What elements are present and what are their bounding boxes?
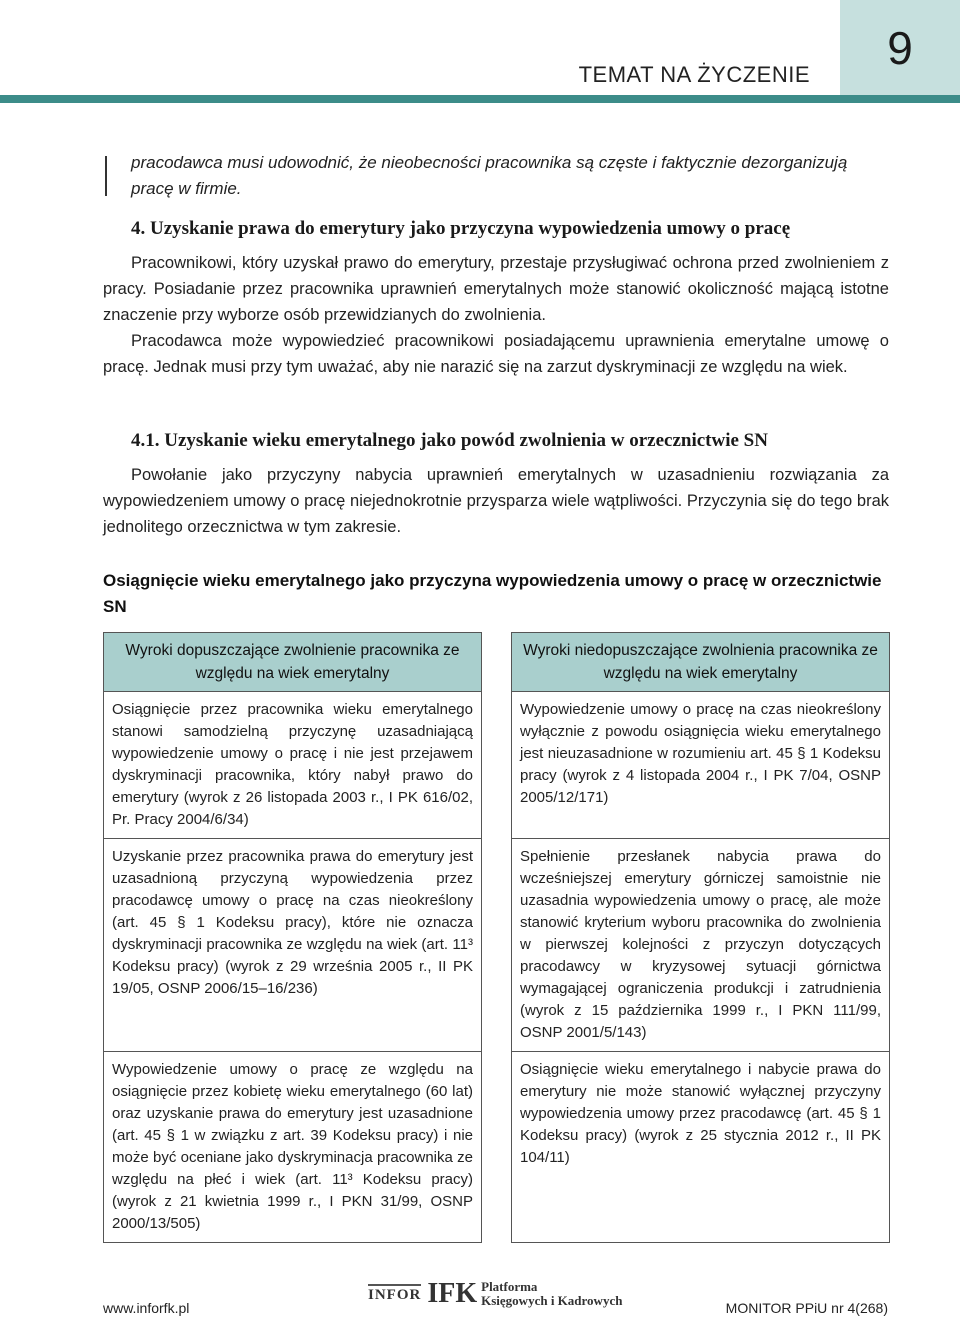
section-4	[103, 218, 889, 380]
table-title: Osiągnięcie wieku emerytalnego jako przyczyna wypowiedzenia umowy o pracę w orzecznictwie SN	[103, 571, 882, 616]
ruling-not-allowing-1: Wypowiedzenie umowy o pracę na czas nieokreślony wyłącznie z powodu osiągnięcia wieku emerytalnego jest nieuzasadnione w rozumieniu art. 45 § 1 Kodeksu pracy (wyrok z 4 listopada 2004 r., I PK 7/04, OSNP 2005/12/171)	[512, 692, 890, 839]
table-row	[104, 1052, 890, 1243]
footer-website-link[interactable]: www.inforfk.pl	[103, 1300, 190, 1316]
continuation-text: pracodawca musi udowodnić, że nieobecności pracownika są częste i faktycznie dezorganizują pracę w firmie.	[131, 153, 848, 198]
footer-magazine-issue: MONITOR PPiU nr 4(268)	[725, 1300, 888, 1316]
section-4-1-heading: 4.1. Uzyskanie wieku emerytalnego jako powód zwolnienia w orzecznictwie SN	[131, 430, 768, 451]
rulings-table	[103, 632, 890, 1243]
logo-line-1: Platforma	[481, 1279, 538, 1294]
header-rule	[0, 95, 960, 103]
ruling-allowing-3: Wypowiedzenie umowy o pracę ze względu na osiągnięcie przez kobietę wieku emerytalnego (60 lat) oraz uzyskanie prawa do emerytury jest uzasadnione (art. 45 § 1 w związku z art. 39 Kodeksu pracy) i nie może być oceniane jako dyskryminacja pracownika ze względu na płeć i wiek (art. 11³ Kodeksu pracy) (wyrok z 21 kwietnia 1999 r., I PKN 31/99, OSNP 2000/13/505)	[104, 1052, 482, 1243]
column-header-not-allowing: Wyroki niedopuszczające zwolnienia pracownika ze względu na wiek emerytalny	[512, 633, 890, 692]
section-4-1	[103, 430, 889, 540]
section-4-1-paragraph: Powołanie jako przyczyny nabycia uprawnień emerytalnych w uzasadnieniu rozwiązania za wypowiedzeniem umowy o pracę niejednokrotnie przysparza wiele wątpliwości. Przyczynia się do tego brak jednolitego orzecznictwa w tym zakresie.	[103, 466, 889, 536]
column-header-allowing: Wyroki dopuszczające zwolnienie pracownika ze względu na wiek emerytalny	[104, 633, 482, 692]
publisher-logo	[368, 1278, 622, 1310]
ruling-not-allowing-3: Osiągnięcie wieku emerytalnego i nabycie prawa do emerytury nie może stanowić wyłącznej przyczyny wypowiedzenia umowy przez pracodawcę (art. 45 § 1 Kodeksu pracy) (wyrok z 25 stycznia 2012 r., II PK 104/11)	[512, 1052, 890, 1243]
running-header: TEMAT NA ŻYCZENIE	[578, 62, 810, 87]
section-4-paragraph-2: Pracodawca może wypowiedzieć pracownikowi posiadającemu uprawnienia emerytalne umowę o pracę. Jednak musi przy tym uważać, aby nie narazić się na zarzut dyskryminacji ze względu na wiek.	[103, 332, 889, 376]
ruling-allowing-1: Osiągnięcie przez pracownika wieku emerytalnego stanowi samodzielną przyczynę uzasadniającą wypowiedzenie umowy o pracę i nie jest przejawem dyskryminacji pracownika, który nabył prawo do emerytury (wyrok z 26 listopada 2003 r., I PK 616/02, Pr. Pracy 2004/6/34)	[104, 692, 482, 839]
table-row	[104, 839, 890, 1052]
section-4-paragraph-1: Pracownikowi, który uzyskał prawo do emerytury, przestaje przysługiwać ochrona przed zwolnieniem z pracy. Posiadanie przez pracownika uprawnień emerytalnych może stanowić okoliczność mającą istotne znaczenie przy wyborze osób przewidzianych do zwolnienia.	[103, 254, 889, 324]
ruling-allowing-2: Uzyskanie przez pracownika prawa do emerytury jest uzasadnioną przyczyną wypowiedzenia przez pracodawcę umowy o pracę na czas nieokreślony (art. 45 § 1 Kodeksu pracy), które nie oznacza dyskryminacji pracownika ze względu na wiek (art. 11³ Kodeksu pracy) (wyrok z 29 września 2005 r., II PK 19/05, OSNP 2006/15–16/236)	[104, 839, 482, 1052]
page-number: 9	[840, 0, 960, 95]
logo-line-2: Księgowych i Kadrowych	[481, 1293, 623, 1308]
continuation-bar	[105, 156, 107, 196]
logo-ifk: IFK	[427, 1278, 478, 1309]
ruling-not-allowing-2: Spełnienie przesłanek nabycia prawa do wcześniejszej emerytury górniczej samoistnie nie uzasadnia wypowiedzenia umowy o pracę, ale może stanowić kryterium wyboru pracownika do zwolnienia w pierwszej kolejności z przyczyn dotyczących pracodawcy w kryzysowej sytuacji górnictwa wymagającej ograniczenia produkcji i zatrudnienia (wyrok z 15 października 1999 r., I PKN 111/99, OSNP 2001/5/143)	[512, 839, 890, 1052]
logo-infor: INFOR	[368, 1284, 421, 1304]
table-row	[104, 692, 890, 839]
section-4-heading: 4. Uzyskanie prawa do emerytury jako przyczyna wypowiedzenia umowy o pracę	[131, 218, 791, 239]
